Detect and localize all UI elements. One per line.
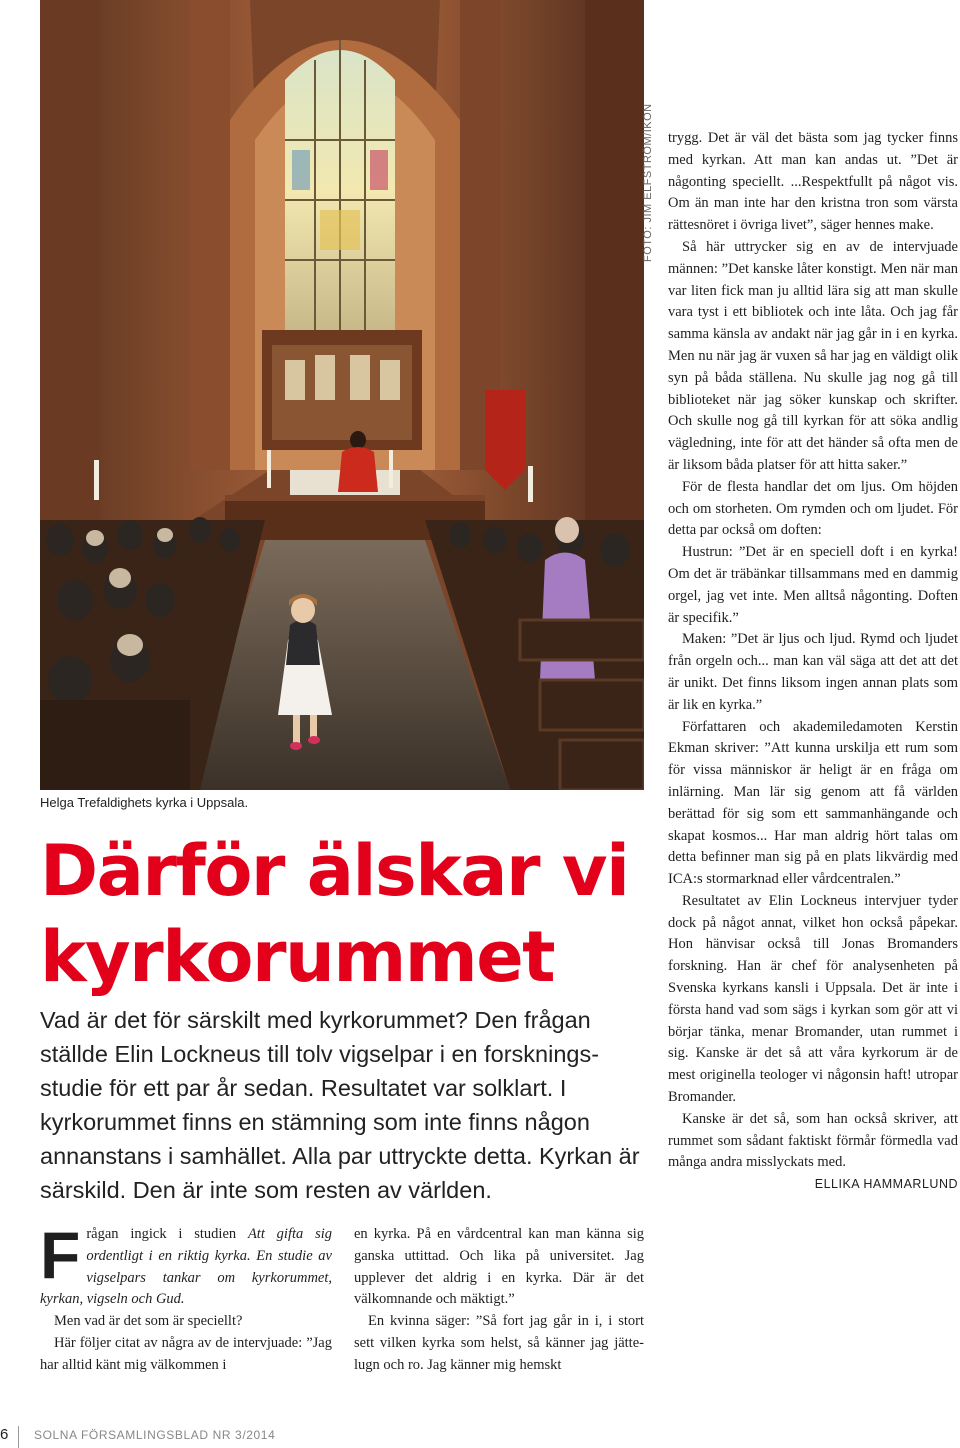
body-paragraph: Kanske är det så, som han också skriver, att rummet som sådant faktiskt förmår förmedla vad många andra misslyckats med. — [668, 1110, 958, 1171]
article-title — [40, 828, 640, 1000]
photo-caption: Helga Trefaldighets kyrka i Uppsala. — [40, 795, 249, 810]
church-photo — [40, 0, 644, 790]
page-number: 6 — [0, 1426, 9, 1443]
church-interior-illustration — [40, 0, 644, 790]
article-lead: Vad är det för särskilt med kyrkorummet? Den frågan ställde Elin Lockneus till tolv vigselpar i en forskningsstudie för ett par år sedan. Resultatet var solklart. I kyrkorummet finns en stämning som inte finns någon annanstans i samhället. Alla par uttryckte detta. Kyrkan är särskild. Den är inte som resten av världen. — [40, 1007, 640, 1203]
author-signature: ELLIKA HAMMARLUND — [814, 1177, 958, 1192]
body-paragraph: Hustrun: ”Det är en speciell doft i en kyrka! Om det är träbänkar tillsammans med en dammig orgel, jag vet inte. Men alltså någonting. Doften är specifik.” — [668, 544, 958, 626]
body-paragraph: en kyrka. På en vårdcentral kan man känna sig ganska uttittad. Och lika på universitet. Jag upplever det aldrig i en kyrka. Där är det välkomnande och mäktigt.” — [354, 1226, 644, 1308]
body-paragraph: Resultatet av Elin Lockneus intervjuer tyder dock på något annat, vilket hon också påpekar. Hon hänvisar också till Jonas Bromanders forskning. Han är chef för analysenheten på Svenska kyrkans kansli i Uppsala. Det är inte i första hand vad som sägs i kyrkan som gör att vi börjar tänka, menar Bromander, utan rummet i sig. Kanske är det så att våra kyrkorum är de mest originella teologer vi någonsin haft! utropar Bromander. — [668, 892, 958, 1106]
title-line-1: Därför älskar vi — [40, 830, 629, 912]
body-paragraph: En kvinna säger: ”Så fort jag går in i, i stort sett vilken kyrka som helst, så känner jag jättelugn och ro. Jag känner mig hemskt — [354, 1313, 644, 1373]
body-paragraph: Så här uttrycker sig en av de intervjuade männen: ”Det kanske låter konstigt. Men när man var liten fick man ju alltid lära sig att man skulle vara tyst i ett bibliotek och inte låta. Och jag får samma känsla av andakt när jag går in i en kyrka. Men nu när jag är vuxen så har jag en väldigt olik syn på båda ställena. Nu skulle jag nog gå till biblioteket när jag söker kunskap och skrifter. Och skulle nog gå till kyrkan för att söka andlig vägledning, inte för att det händer så ofta men de är liksom båda platser för att hitta saker.” — [668, 238, 958, 473]
body-column-2 — [354, 1224, 644, 1377]
study-title: Att gifta sig ordentligt i en riktig kyrka. En studie av vigselpars tankar om kyrkorummet, kyrkan, vigseln och Gud. — [40, 1226, 333, 1308]
body-paragraph: Författaren och akademiledamoten Kerstin Ekman skriver: ”Att kunna urskilja ett rum som för vissa människor är heligt är en fråga om inlärning. Man lär sig genom att få världen berättad för sig som ett sammanhängande och skapat kosmos... Har man aldrig hört talas om detta befinner man sig på en plats likvärdig med ICA:s stormarknad eller vårdcentralen.” — [668, 718, 958, 888]
body-column-1 — [40, 1218, 333, 1377]
body-paragraph: trygg. Det är väl det bästa som jag tycker finns med kyrkan. Att man kan andas ut. ”Det är någonting speciellt. ...Respektfullt på något vis. Om än man inte har den kristna tron som värsta rättesnöret i övriga livet”, säger hennes make. — [668, 130, 958, 234]
body-paragraph: Här följer citat av några av de intervjuade: ”Jag har alltid känt mig välkommen i — [40, 1334, 332, 1373]
page-footer — [0, 1426, 960, 1448]
intro-paragraph — [40, 1218, 333, 1311]
title-line-2: kyrkorummet — [40, 916, 555, 998]
priest — [338, 447, 378, 492]
publication-name: SOLNA FÖRSAMLINGSBLAD NR 3/2014 — [34, 1428, 276, 1442]
body-paragraph: För de flesta handlar det om ljus. Om höjden och om storheten. Om rymden och om ljudet. För detta par också om doften: — [668, 478, 958, 539]
photo-credit: FOTO: JIM ELFSTRÖM/IKON — [642, 103, 654, 262]
body-paragraph: Men vad är det som är speciellt? — [54, 1313, 243, 1330]
intro-plain-text: rågan ingick i studien — [86, 1226, 248, 1242]
body-paragraph: Maken: ”Det är ljus och ljud. Rymd och ljudet från orgeln och... man kan väl säga att det att det är unikt. Det finns liksom ingen annan plats som är lik en kyrka.” — [668, 631, 958, 713]
drop-cap: F — [40, 1218, 81, 1292]
footer-divider — [18, 1426, 19, 1448]
body-column-3 — [668, 128, 958, 1196]
